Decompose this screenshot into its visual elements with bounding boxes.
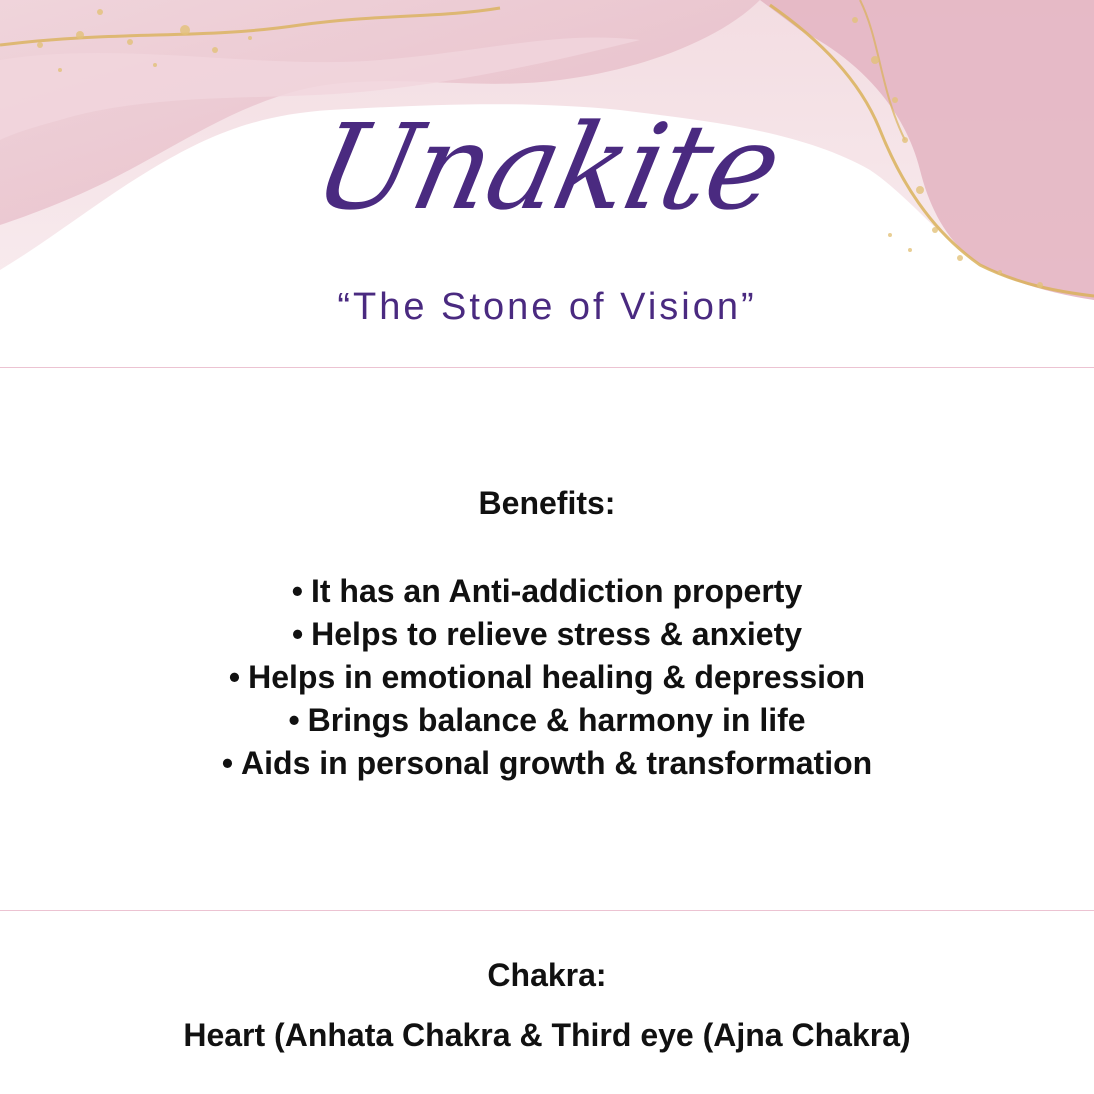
- divider-bottom: [0, 910, 1094, 911]
- benefit-text: Helps to relieve stress & anxiety: [311, 616, 803, 652]
- chakra-heading: Chakra:: [487, 957, 607, 993]
- bullet-icon: •: [221, 745, 234, 781]
- benefits-heading: Benefits:: [478, 485, 616, 521]
- bullet-icon: •: [228, 659, 241, 695]
- benefit-text: Helps in emotional healing & depression: [248, 659, 866, 695]
- benefits-section: [0, 480, 1094, 785]
- benefit-text: Brings balance & harmony in life: [307, 702, 806, 738]
- page-title: Unakite: [303, 98, 791, 236]
- bullet-icon: •: [291, 616, 304, 652]
- list-item: [0, 570, 1094, 613]
- chakra-section: [0, 950, 1094, 1060]
- list-item: [0, 742, 1094, 785]
- chakra-value: Heart (Anhata Chakra & Third eye (Ajna Chakra): [183, 1017, 911, 1053]
- list-item: [0, 613, 1094, 656]
- benefit-text: It has an Anti-addiction property: [310, 573, 803, 609]
- benefit-text: Aids in personal growth & transformation: [241, 745, 873, 781]
- page-subtitle: “The Stone of Vision”: [337, 286, 757, 328]
- benefits-list: [0, 570, 1094, 785]
- divider-top: [0, 367, 1094, 368]
- bullet-icon: •: [288, 702, 300, 738]
- bullet-icon: •: [291, 573, 303, 609]
- list-item: [0, 699, 1094, 742]
- list-item: [0, 656, 1094, 699]
